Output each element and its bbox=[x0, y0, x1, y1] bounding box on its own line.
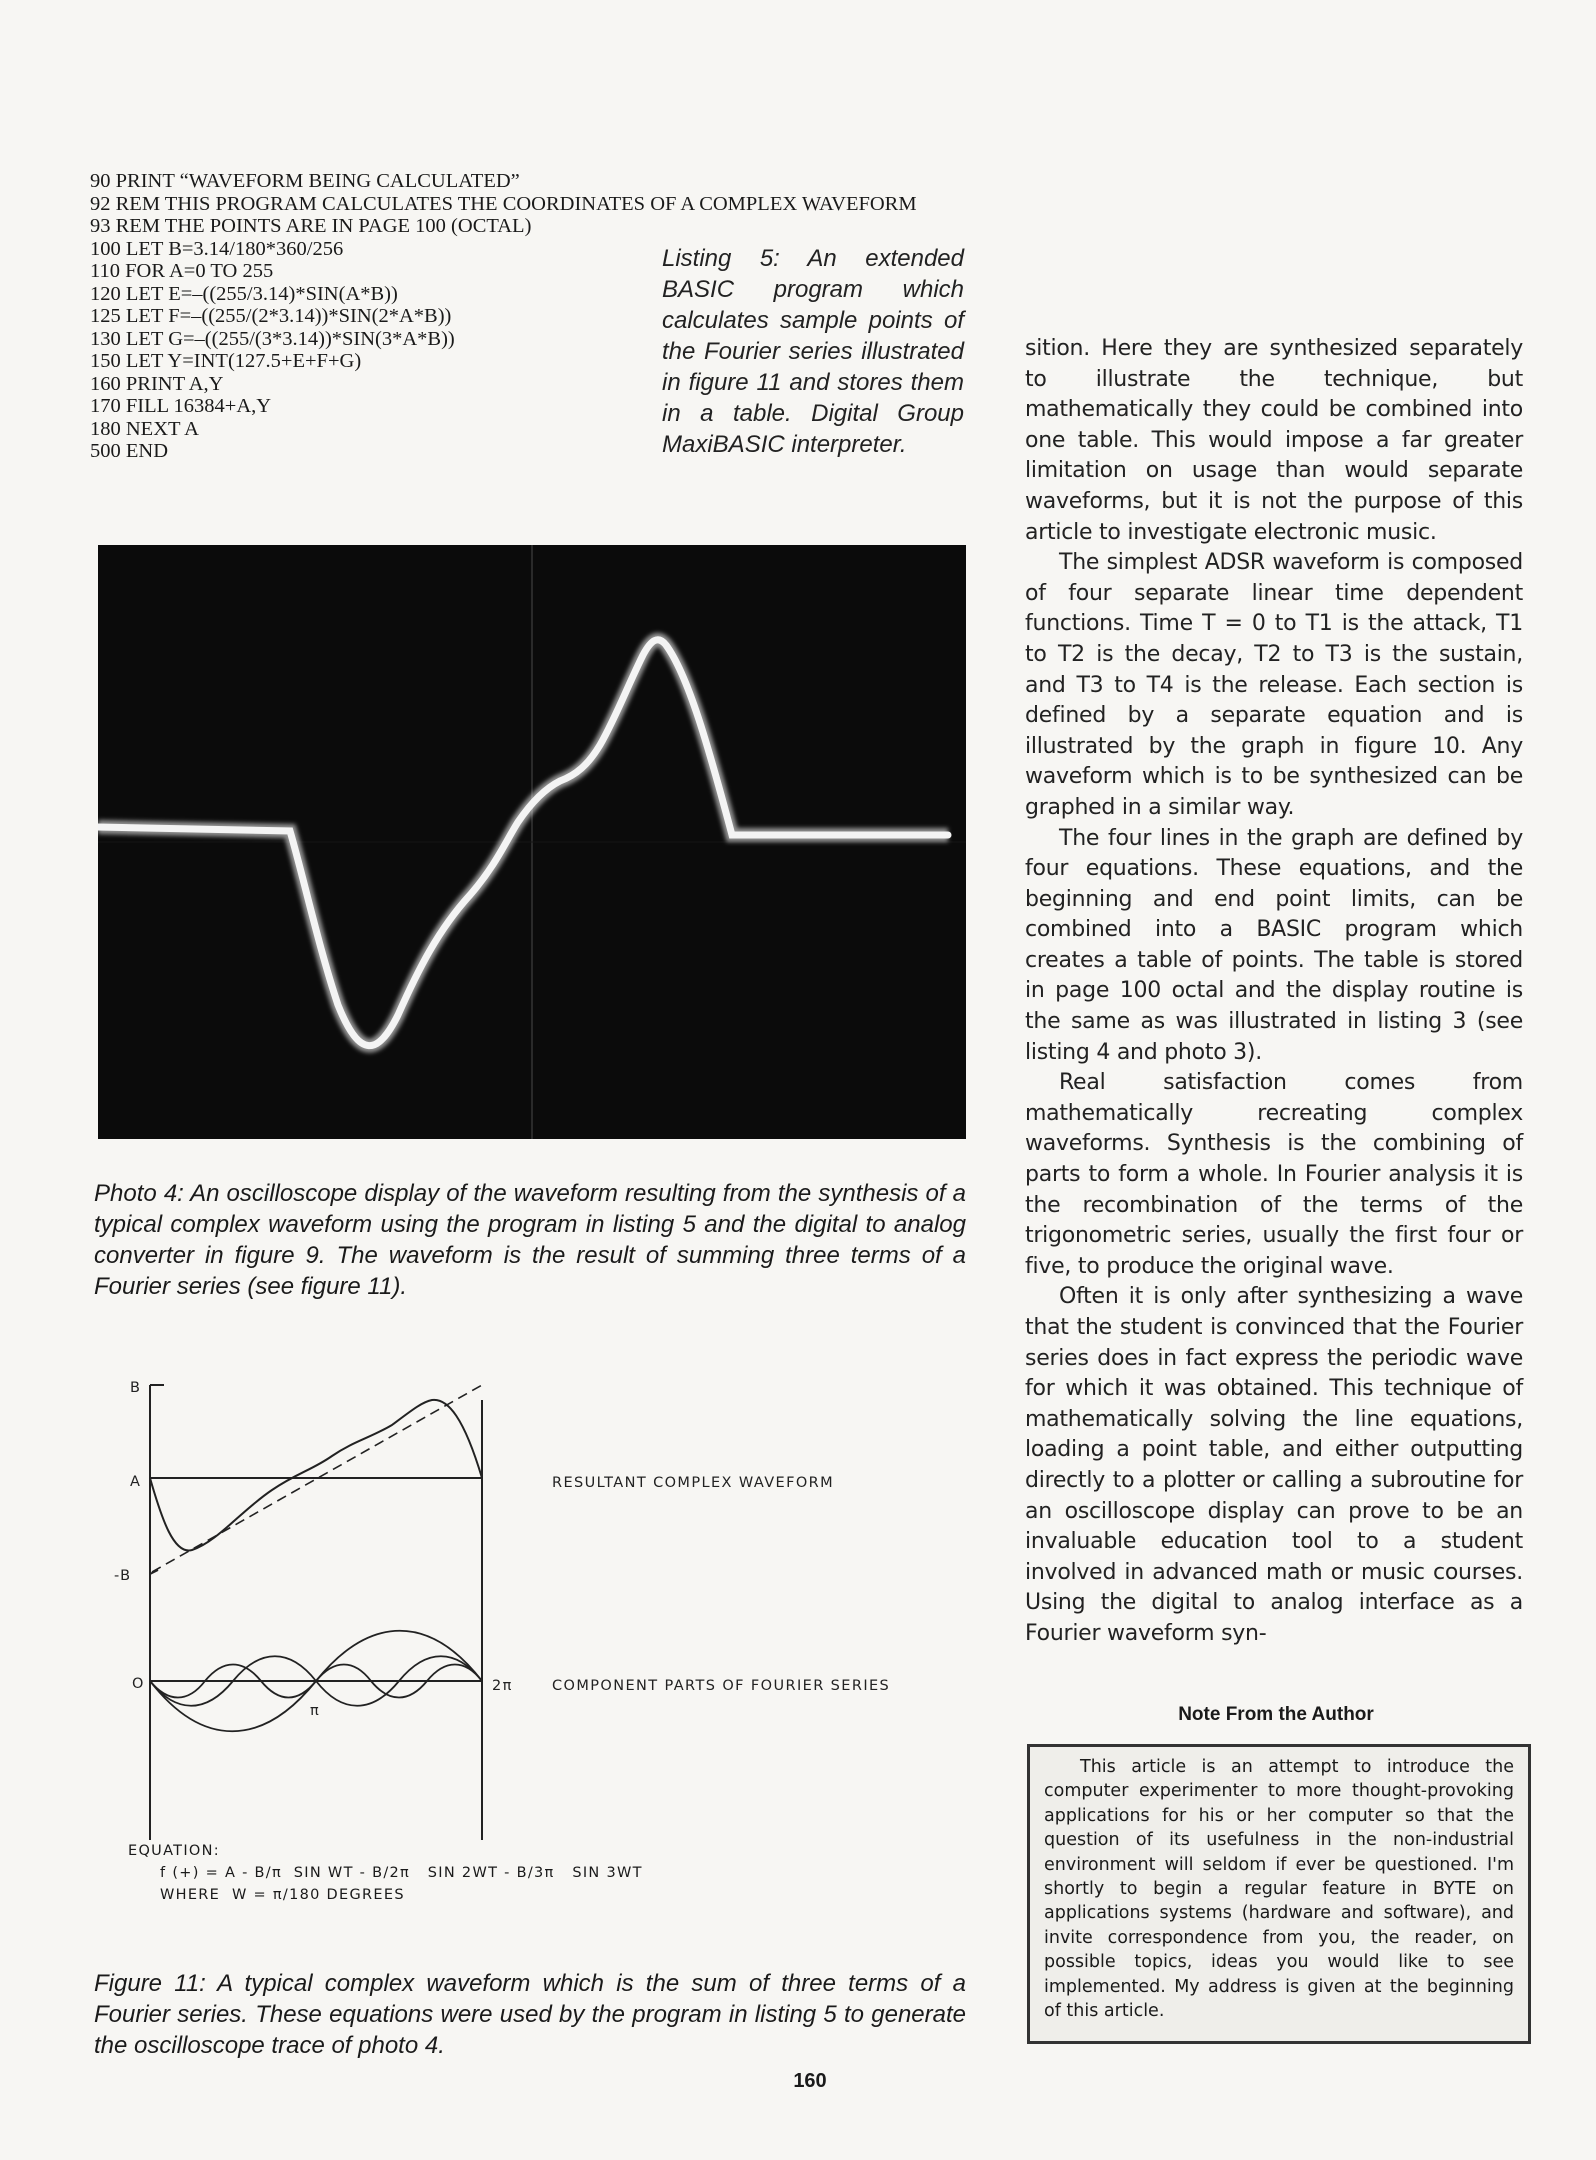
resultant-curve bbox=[150, 1400, 482, 1551]
listing-line: 92 REM THIS PROGRAM CALCULATES THE COORDINATES OF A COMPLEX WAVEFORM bbox=[90, 192, 917, 215]
paragraph: sition. Here they are synthesized separately to illustrate the technique, but mathematically they could be combined into one table. This would impose a far greater limitation on usage than would separate waveforms, but it is not the purpose of this article to investigate electronic music. bbox=[1025, 336, 1523, 545]
resultant-label: RESULTANT COMPLEX WAVEFORM bbox=[552, 1475, 835, 1491]
equation-block bbox=[128, 1840, 928, 1906]
page-number: 160 bbox=[793, 2070, 827, 2092]
equation-line: f (+) = A - B/π SIN WT - B/2π SIN 2WT - B/3π SIN 3WT bbox=[160, 1865, 643, 1881]
listing-line: 500 END bbox=[90, 440, 169, 462]
waveform-trace-glow bbox=[98, 640, 948, 1046]
oscilloscope-photo bbox=[98, 545, 966, 1139]
listing-caption: Listing 5: An extended BASIC program which calculates sample points of the Fourier series illustrated in figure 11 and stores them in a table. Digital Group MaxiBASIC interpreter. bbox=[662, 245, 964, 458]
equation-title: EQUATION: bbox=[128, 1843, 220, 1859]
listing-line: 130 LET G=–((255/(3*3.14))*SIN(3*A*B)) bbox=[90, 327, 455, 350]
listing-line: 120 LET E=–((255/3.14)*SIN(A*B)) bbox=[90, 282, 398, 305]
paragraph: The simplest ADSR waveform is composed of four separate linear time dependent functions. Time T = 0 to T1 is the attack, T1 to T2 is the decay, T2 to T3 is the sustain, and T3 to T4 is the release. Each section is defined by a separate equation and is illustrated by the graph in figure 10. Any waveform which is to be synthesized can be graphed in a similar way. bbox=[1025, 550, 1523, 820]
note-box bbox=[1027, 1744, 1531, 2044]
listing-line: 170 FILL 16384+A,Y bbox=[90, 395, 272, 417]
listing-line: 180 NEXT A bbox=[90, 417, 199, 440]
listing-line: 93 REM THE POINTS ARE IN PAGE 100 (OCTAL) bbox=[90, 215, 532, 237]
component-label: COMPONENT PARTS OF FOURIER SERIES bbox=[552, 1678, 891, 1694]
paragraph: Often it is only after synthesizing a wave that the student is convinced that the Fourier series does in fact express the periodic wave for which it was obtained. This technique of mathematically solving the line equations, loading a point table, and either outputting directly to a plotter or calling a subroutine for an oscilloscope display can prove to be an invaluable education tool to a student involved in advanced math or music courses. Using the digital to analog interface as a Fourier waveform syn- bbox=[1025, 1284, 1523, 1646]
oscilloscope-trace-image bbox=[98, 545, 966, 1139]
note-title: Note From the Author bbox=[1178, 1704, 1374, 1725]
label-zero: O bbox=[132, 1676, 145, 1692]
equation-line: WHERE W = π/180 DEGREES bbox=[160, 1887, 405, 1903]
note-text: This article is an attempt to introduce the computer experimenter to more thought-provoking applications for his or her computer so that the question of its usefulness in the non-industrial environment will seldom if ever be questioned. I'm shortly to begin a regular feature in BYTE on applications systems (hardware and software), and invite correspondence from you, the reader, on possible topics, ideas you would like to see implemented. My address is given at the beginning of this article. bbox=[1044, 1757, 1514, 2022]
label-two-pi: 2π bbox=[492, 1678, 513, 1694]
listing-line: 160 PRINT A,Y bbox=[90, 372, 224, 395]
label-a: A bbox=[130, 1474, 142, 1490]
listing-line: 90 PRINT “WAVEFORM BEING CALCULATED” bbox=[90, 170, 520, 192]
listing-line: 125 LET F=–((255/(2*3.14))*SIN(2*A*B)) bbox=[90, 305, 452, 327]
listing-line: 150 LET Y=INT(127.5+E+F+G) bbox=[90, 350, 362, 372]
listing-line: 110 FOR A=0 TO 255 bbox=[90, 260, 274, 282]
paragraph: The four lines in the graph are defined by four equations. These equations, and the beginning and end point limits, can be combined into a BASIC program which creates a table of points. The table is stored in page 100 octal and the display routine is the same as was illustrated in listing 3 (see listing 4 and photo 3). bbox=[1025, 825, 1523, 1065]
fourier-diagram bbox=[92, 1370, 972, 1840]
waveform-trace bbox=[98, 640, 948, 1046]
label-minus-b: -B bbox=[114, 1568, 132, 1584]
listing-line: 100 LET B=3.14/180*360/256 bbox=[90, 237, 344, 260]
label-pi: π bbox=[310, 1703, 321, 1719]
body-text-column bbox=[1025, 334, 1523, 1650]
label-b: B bbox=[130, 1380, 142, 1396]
paragraph: Real satisfaction comes from mathematically recreating complex waveforms. Synthesis is the combining of parts to form a whole. In Fourier analysis it is the recombination of the terms of the trigonometric series, usually the first four or five, to produce the original wave. bbox=[1025, 1070, 1523, 1279]
figure-caption: Figure 11: A typical complex waveform which is the sum of three terms of a Fourier series. These equations were used by the program in listing 5 to generate the oscilloscope trace of photo 4. bbox=[94, 1970, 966, 2059]
photo-caption: Photo 4: An oscilloscope display of the waveform resulting from the synthesis of a typical complex waveform using the program in listing 5 and the digital to analog converter in figure 9. The waveform is the result of summing three terms of a Fourier series (see figure 11). bbox=[94, 1180, 966, 1300]
